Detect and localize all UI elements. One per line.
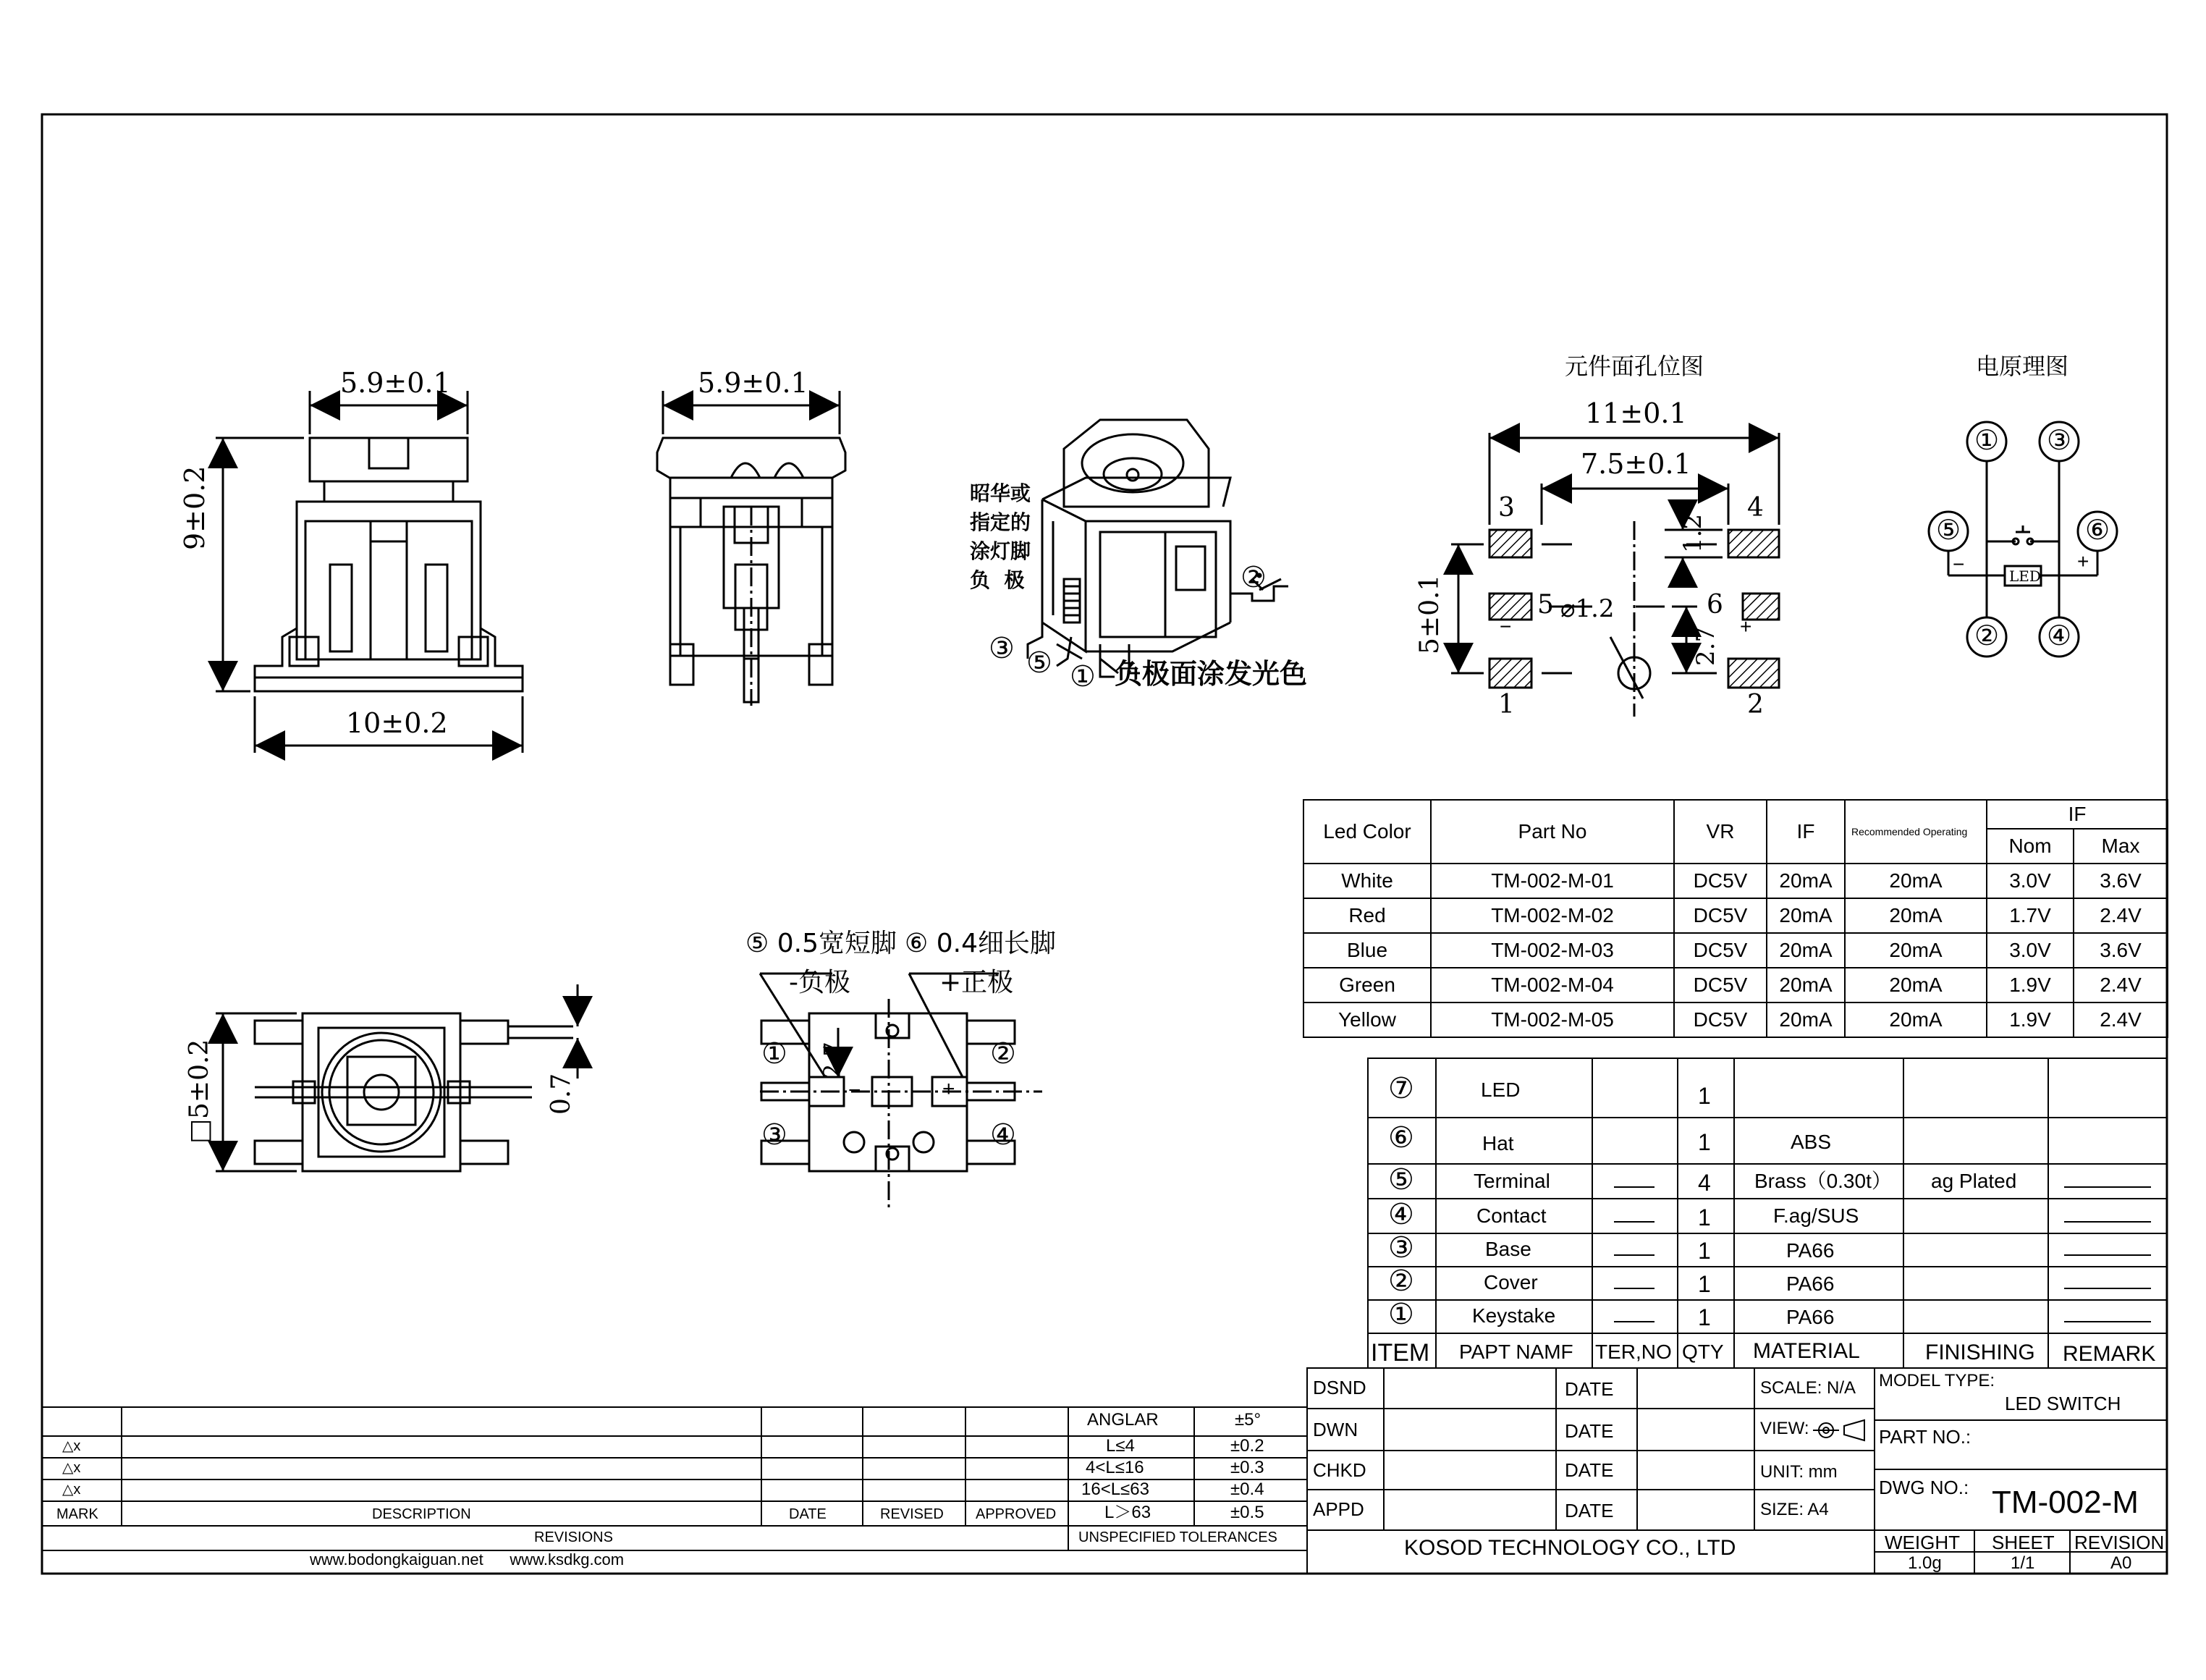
circuit-minus: −: [1953, 553, 1965, 575]
tb-date-3: DATE: [1565, 1459, 1614, 1481]
rev-header-date: DATE: [789, 1506, 827, 1522]
pin6-label: ⑥ 0.4细长脚: [905, 929, 1056, 958]
bom-qty: 1: [1698, 1083, 1711, 1109]
pcb-plus: +: [1740, 615, 1752, 638]
tb-weight-label: WEIGHT: [1885, 1532, 1960, 1553]
bom-remark: [2064, 1283, 2151, 1294]
tb-dwg-no-label: DWG NO.:: [1879, 1477, 1969, 1498]
pinout-pin-1: ①: [761, 1038, 787, 1070]
bom-header-remark: REMARK: [2063, 1342, 2156, 1366]
led-cell-color: Red: [1303, 898, 1431, 933]
led-cell-if: 20mA: [1767, 933, 1845, 968]
tb-date-1: DATE: [1565, 1378, 1614, 1400]
bom-material: PA66: [1786, 1306, 1835, 1328]
bom-item: ⑥: [1388, 1122, 1414, 1154]
led-cell-part: TM-002-M-02: [1431, 898, 1674, 933]
iso-callout-3: ③: [989, 633, 1015, 664]
bom-material: ABS: [1791, 1131, 1832, 1153]
led-cell-part: TM-002-M-01: [1431, 864, 1674, 898]
front-width-dim: 5.9±0.1: [340, 367, 451, 399]
pcb-pad-5: 5: [1537, 590, 1554, 620]
led-cell-part: TM-002-M-03: [1431, 933, 1674, 968]
iso-callout-5: ⑤: [1026, 647, 1052, 679]
tb-size: SIZE: A4: [1760, 1500, 1829, 1519]
tb-chkd: CHKD: [1313, 1459, 1366, 1481]
led-cell-nom: 1.7V: [1987, 898, 2074, 933]
tol-range: 16<L≤63: [1081, 1480, 1149, 1499]
bom-item: ⑤: [1388, 1164, 1414, 1196]
tb-dwg-no: TM-002-M: [1992, 1485, 2139, 1520]
led-header-recommended: Recommended Operating: [1845, 800, 1987, 864]
pcb-pad-3: 3: [1498, 493, 1515, 523]
bom-header-material: MATERIAL: [1753, 1339, 1860, 1363]
pcb-pad-6: 6: [1707, 590, 1723, 620]
tol-title: UNSPECIFIED TOLERANCES: [1078, 1529, 1277, 1545]
table-row: [1303, 898, 2168, 933]
pinout-offset-dim: 2.7: [819, 1042, 846, 1079]
led-cell-part: TM-002-M-05: [1431, 1002, 1674, 1037]
led-table: [1303, 799, 2168, 1038]
pinout-pin-4: ④: [990, 1119, 1016, 1151]
rev-header-description: DESCRIPTION: [372, 1506, 471, 1522]
bom-qty: 1: [1698, 1204, 1711, 1231]
tb-sheet: 1/1: [2011, 1553, 2035, 1573]
led-cell-if: 20mA: [1767, 898, 1845, 933]
iso-view: [1028, 420, 1288, 677]
led-cell-max: 3.6V: [2074, 864, 2168, 898]
pcb-pad-height-dim: 1.2: [1678, 513, 1707, 553]
tol-value: ±5°: [1235, 1410, 1262, 1430]
tol-range: L≤4: [1106, 1436, 1135, 1456]
front-height-dim: 9±0.2: [179, 465, 211, 550]
bottom-size-dim: □5±0.2: [185, 1039, 214, 1144]
led-cell-color: Yellow: [1303, 1002, 1431, 1037]
pcb-outer-dim: 11±0.1: [1585, 397, 1687, 429]
led-header-nom: Nom: [1987, 829, 2074, 864]
bom-header-finishing: FINISHING: [1925, 1341, 2035, 1364]
bom-name: Terminal: [1474, 1170, 1550, 1192]
pinout-view: [760, 974, 1042, 1207]
side-width-dim: 5.9±0.1: [698, 367, 808, 399]
led-header-if-group: IF: [1987, 800, 2168, 829]
led-cell-rec: 20mA: [1845, 864, 1987, 898]
bom-item: ④: [1388, 1199, 1414, 1231]
bom-finishing: ag Plated: [1931, 1170, 2017, 1192]
tb-unit: UNIT: mm: [1760, 1462, 1838, 1482]
led-cell-color: White: [1303, 864, 1431, 898]
bom-name: Contact: [1476, 1204, 1547, 1227]
circuit-led-label: LED: [2009, 567, 2041, 585]
rev-websites: www.bodongkaiguan.net www.ksdkg.com: [310, 1550, 625, 1569]
front-base-dim: 10±0.2: [346, 707, 448, 739]
circuit-node-6: ⑥: [2085, 515, 2110, 546]
table-row: [1303, 933, 2168, 968]
rev-row-mark: △x: [62, 1482, 81, 1498]
bom-remark: [2064, 1216, 2151, 1228]
bom-ter: [1614, 1283, 1654, 1294]
bom-header-item: ITEM: [1371, 1339, 1430, 1367]
bom-item: ③: [1388, 1232, 1414, 1264]
led-cell-rec: 20mA: [1845, 1002, 1987, 1037]
bom-remark: [2064, 1249, 2151, 1261]
tb-model-type: LED SWITCH: [2005, 1393, 2121, 1414]
bottom-view: [216, 984, 578, 1171]
bom-remark: [2064, 1316, 2151, 1327]
rev-row-mark: △x: [62, 1438, 81, 1454]
rev-title: REVISIONS: [534, 1529, 613, 1545]
pcb-pad-2: 2: [1747, 690, 1764, 719]
iso-note-line4: 负 极: [970, 568, 1025, 592]
led-cell-part: TM-002-M-04: [1431, 968, 1674, 1002]
led-cell-vr: DC5V: [1674, 968, 1767, 1002]
tb-revision-label: REVISION: [2074, 1532, 2165, 1553]
bom-header-name: PAPT NAMF: [1459, 1341, 1573, 1363]
pcb-hole-dim: ⌀1.2: [1560, 594, 1615, 623]
circuit-plus: +: [2077, 550, 2089, 573]
pcb-pad-4: 4: [1747, 493, 1764, 523]
bom-ter: [1614, 1181, 1654, 1193]
tol-range: 4<L≤16: [1086, 1458, 1144, 1477]
bom-name: Cover: [1484, 1271, 1538, 1293]
bom-qty: 4: [1698, 1170, 1711, 1196]
led-header-max: Max: [2074, 829, 2168, 864]
projection-view-icon: [1813, 1420, 1864, 1440]
led-header-if: IF: [1767, 800, 1845, 864]
bom-ter: [1614, 1249, 1654, 1261]
bom-remark: [2064, 1181, 2151, 1193]
bom-qty: 1: [1698, 1304, 1711, 1330]
led-cell-max: 2.4V: [2074, 898, 2168, 933]
pin5-sub-label: -负极: [789, 968, 850, 997]
led-header-vr: VR: [1674, 800, 1767, 864]
rev-row-mark: △x: [62, 1460, 81, 1476]
pin6-sub-label: +正极: [939, 968, 1014, 997]
bom-qty: 1: [1698, 1238, 1711, 1264]
tb-date-2: DATE: [1565, 1420, 1614, 1442]
led-cell-if: 20mA: [1767, 968, 1845, 1002]
pinout-pin-2: ②: [990, 1038, 1016, 1070]
led-cell-vr: DC5V: [1674, 898, 1767, 933]
bom-material: PA66: [1786, 1239, 1835, 1262]
circuit-title: 电原理图: [1976, 353, 2069, 380]
led-cell-if: 20mA: [1767, 1002, 1845, 1037]
bom-material: Brass（0.30t）: [1754, 1170, 1892, 1192]
iso-callout-2: ②: [1241, 562, 1267, 594]
led-cell-rec: 20mA: [1845, 898, 1987, 933]
led-cell-if: 20mA: [1767, 864, 1845, 898]
pinout-plus: +: [942, 1077, 955, 1101]
tb-dwn: DWN: [1313, 1419, 1358, 1440]
led-cell-nom: 1.9V: [1987, 968, 2074, 1002]
tol-range: ANGLAR: [1087, 1410, 1159, 1430]
tol-value: ±0.4: [1230, 1480, 1264, 1499]
table-row: [1303, 1002, 2168, 1037]
led-cell-rec: 20mA: [1845, 968, 1987, 1002]
bom-item: ②: [1388, 1265, 1414, 1297]
bom-material: PA66: [1786, 1272, 1835, 1295]
bom-item: ①: [1388, 1299, 1414, 1330]
bom-name: Keystake: [1472, 1304, 1556, 1327]
led-cell-nom: 3.0V: [1987, 864, 2074, 898]
tol-value: ±0.5: [1230, 1503, 1264, 1522]
pinout-minus: −: [848, 1079, 861, 1102]
bom-name: Hat: [1482, 1132, 1514, 1155]
pinout-pin-3: ③: [761, 1119, 787, 1151]
pin5-label: ⑤ 0.5宽短脚: [745, 929, 897, 958]
rev-header-mark: MARK: [56, 1506, 98, 1522]
led-cell-vr: DC5V: [1674, 864, 1767, 898]
led-cell-max: 2.4V: [2074, 1002, 2168, 1037]
tb-view: VIEW:: [1760, 1419, 1809, 1438]
pcb-inner-dim: 7.5±0.1: [1581, 448, 1691, 480]
tb-weight: 1.0g: [1908, 1553, 1942, 1573]
iso-callout-1: ①: [1070, 661, 1096, 693]
bom-material: F.ag/SUS: [1773, 1204, 1859, 1227]
pcb-height-dim: 5±0.1: [1415, 574, 1445, 654]
led-header-part: Part No: [1431, 800, 1674, 864]
tb-scale: SCALE: N/A: [1760, 1378, 1856, 1398]
led-cell-max: 3.6V: [2074, 933, 2168, 968]
bom-qty: 1: [1698, 1271, 1711, 1297]
bottom-offset-dim: 0.7: [546, 1073, 576, 1115]
led-cell-color: Green: [1303, 968, 1431, 1002]
bom-header-ter: TER,NO: [1595, 1341, 1672, 1363]
led-cell-vr: DC5V: [1674, 1002, 1767, 1037]
led-cell-nom: 3.0V: [1987, 933, 2074, 968]
led-cell-rec: 20mA: [1845, 933, 1987, 968]
tb-revision: A0: [2110, 1553, 2132, 1573]
pcb-minus: −: [1500, 615, 1512, 638]
tol-value: ±0.3: [1230, 1458, 1264, 1477]
led-header-color: Led Color: [1303, 800, 1431, 864]
tb-appd: APPD: [1313, 1498, 1364, 1520]
tb-dsnd: DSND: [1313, 1377, 1366, 1398]
tb-company: KOSOD TECHNOLOGY CO., LTD: [1404, 1536, 1736, 1560]
pcb-pad-1: 1: [1498, 690, 1515, 719]
led-cell-max: 2.4V: [2074, 968, 2168, 1002]
bom-qty: 1: [1698, 1129, 1711, 1155]
bom-item: ⑦: [1388, 1073, 1414, 1105]
tb-date-4: DATE: [1565, 1500, 1614, 1521]
tb-sheet-label: SHEET: [1992, 1532, 2055, 1553]
bom-ter: [1614, 1216, 1654, 1228]
rev-header-approved: APPROVED: [976, 1506, 1057, 1522]
tol-value: ±0.2: [1230, 1436, 1264, 1456]
table-row: [1303, 968, 2168, 1002]
circuit-node-3: ③: [2047, 426, 2072, 456]
bom-name: LED: [1481, 1079, 1521, 1101]
bom-name: Base: [1485, 1238, 1531, 1260]
led-cell-vr: DC5V: [1674, 933, 1767, 968]
led-cell-color: Blue: [1303, 933, 1431, 968]
led-cell-nom: 1.9V: [1987, 1002, 2074, 1037]
circuit-node-4: ④: [2047, 621, 2072, 651]
rev-header-revised: REVISED: [880, 1506, 944, 1522]
bom-header-qty: QTY: [1682, 1341, 1724, 1363]
circuit-node-5: ⑤: [1936, 515, 1961, 546]
iso-note-line1: 昭华或: [970, 481, 1031, 505]
iso-note-line3: 涂灯脚: [970, 539, 1031, 563]
front-view: [216, 391, 523, 753]
tol-range: L＞63: [1104, 1503, 1151, 1522]
iso-bottom-note: 负极面涂发光色: [1115, 658, 1308, 690]
circuit-node-2: ②: [1974, 621, 2000, 651]
circuit-node-1: ①: [1974, 426, 2000, 456]
iso-note-line2: 指定的: [970, 510, 1031, 534]
pcb-offset-dim: 2.7: [1691, 626, 1720, 666]
bom-ter: [1614, 1316, 1654, 1327]
table-row: [1303, 864, 2168, 898]
pcb-title: 元件面孔位图: [1565, 353, 1704, 380]
tb-part-no-label: PART NO.:: [1879, 1426, 1972, 1448]
side-view: [657, 391, 845, 706]
tb-model-type-label: MODEL TYPE:: [1879, 1371, 1995, 1390]
